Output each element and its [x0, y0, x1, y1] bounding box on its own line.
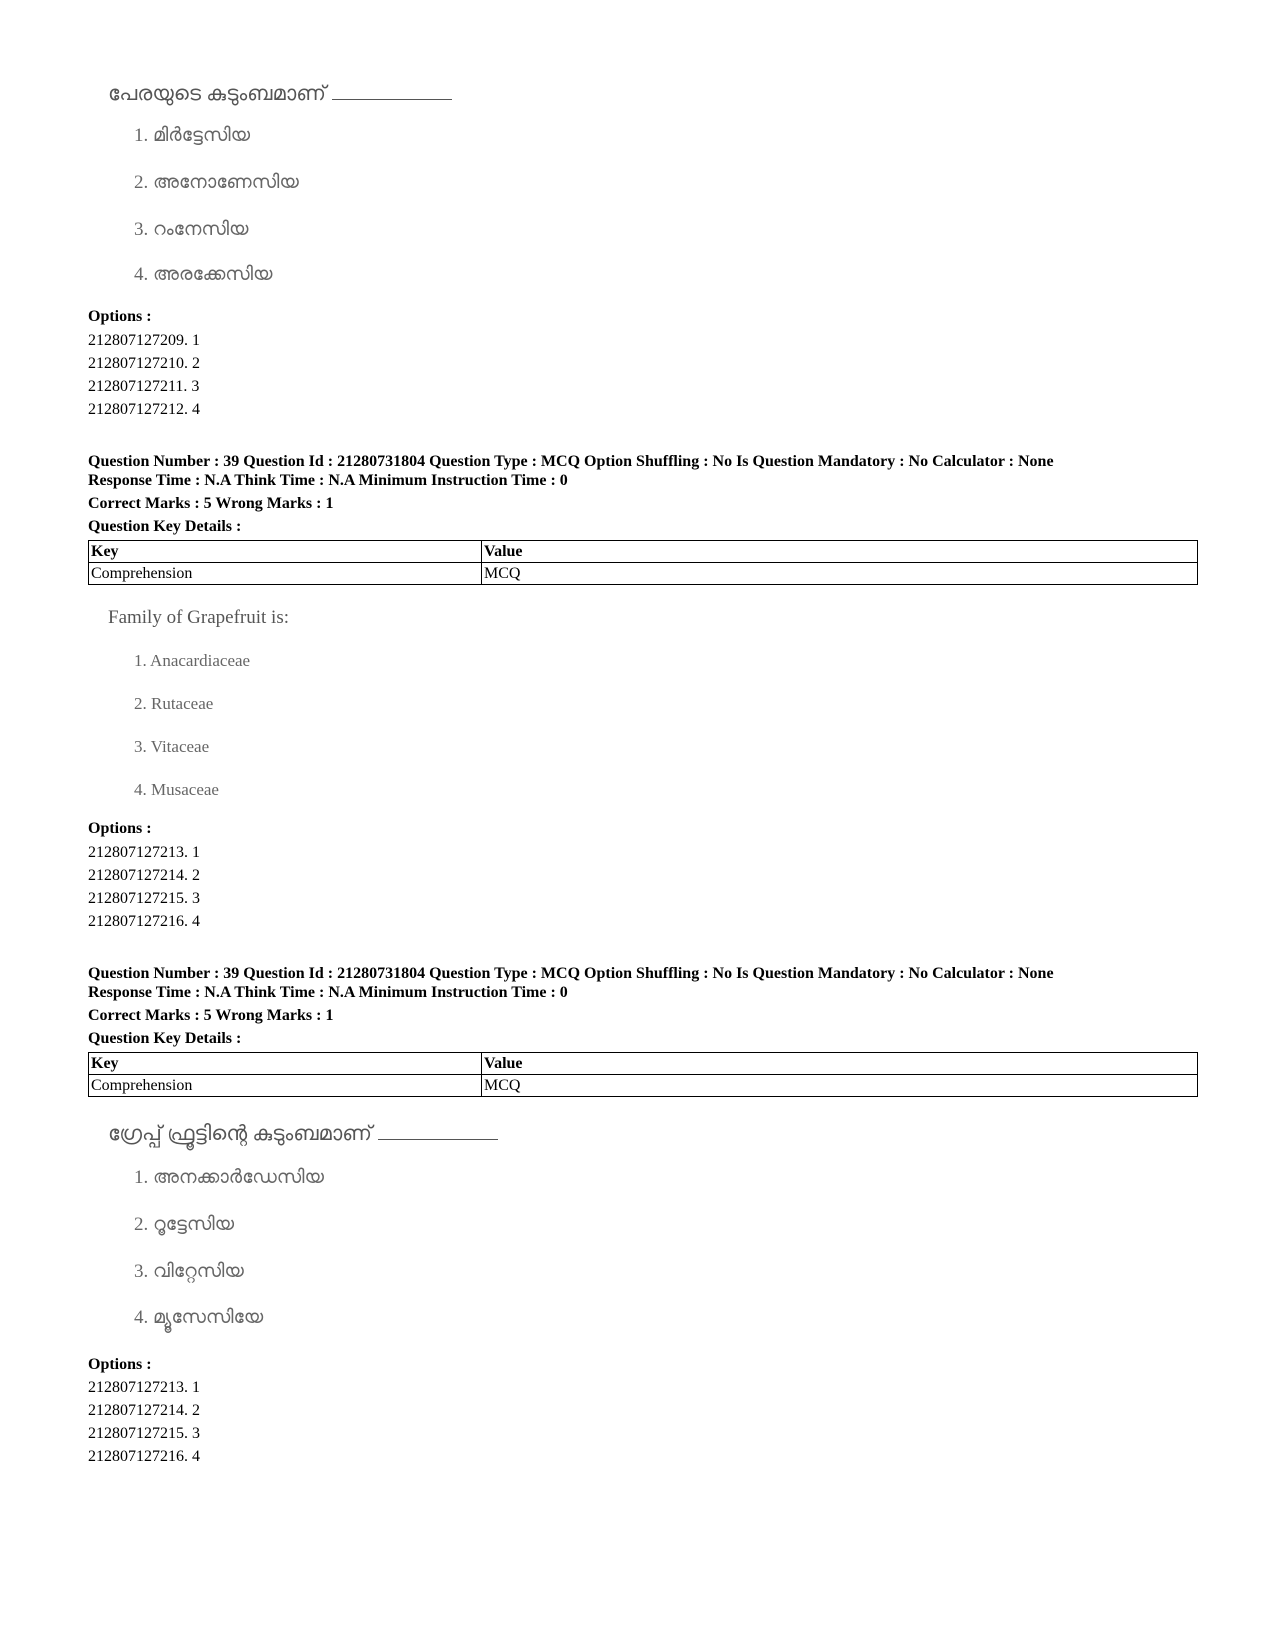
table-header-row — [89, 1053, 1198, 1075]
table-header-key: Key — [89, 541, 482, 563]
option-line: 212807127216. 4 — [88, 1448, 200, 1465]
option-line: 212807127216. 4 — [88, 913, 200, 930]
option-line: 212807127210. 2 — [88, 355, 200, 372]
image-option-4: 4. മ്യൂസേസിയേ — [134, 1307, 264, 1328]
image-option-3: 3. Vitaceae — [134, 737, 210, 756]
table-row — [89, 563, 1198, 585]
option-line: 212807127212. 4 — [88, 401, 200, 418]
table-cell-key: Comprehension — [89, 1075, 482, 1097]
table-header-key: Key — [89, 1053, 482, 1075]
meta-line-1: Question Number : 39 Question Id : 21280731804 Question Type : MCQ Option Shuffling : No Is Question Mandatory : No Calculator : None — [88, 965, 1054, 982]
key-details-label-3: Question Key Details : — [88, 1030, 242, 1047]
image-option-1: 1. മിർട്ടേസിയ — [134, 125, 251, 146]
key-value-table-2 — [88, 540, 1198, 585]
image-option-3: 3. റംനേസിയ — [134, 219, 249, 240]
meta-line-1: Question Number : 39 Question Id : 21280731804 Question Type : MCQ Option Shuffling : No Is Question Mandatory : No Calculator : None — [88, 453, 1054, 470]
marks-line-3: Correct Marks : 5 Wrong Marks : 1 — [88, 1007, 334, 1024]
options-label-2: Options : — [88, 820, 152, 837]
table-header-row — [89, 541, 1198, 563]
key-value-table-3 — [88, 1052, 1198, 1097]
image-option-2: 2. റൂട്ടേസിയ — [134, 1214, 235, 1235]
table-header-value: Value — [482, 541, 1198, 563]
image-option-1: 1. Anacardiaceae — [134, 651, 251, 670]
table-cell-value: MCQ — [482, 563, 1198, 585]
options-label-3: Options : — [88, 1356, 152, 1373]
table-cell-value: MCQ — [482, 1075, 1198, 1097]
image-option-2: 2. അനോണേസിയ — [134, 172, 299, 193]
question-stem-2: Family of Grapefruit is: — [108, 607, 289, 628]
meta-line-2: Response Time : N.A Think Time : N.A Minimum Instruction Time : 0 — [88, 984, 568, 1001]
image-option-4: 4. Musaceae — [134, 780, 219, 799]
question-image-3 — [108, 1120, 498, 1328]
question-image-2 — [108, 605, 289, 799]
image-option-2: 2. Rutaceae — [134, 694, 214, 713]
option-line: 212807127211. 3 — [88, 378, 200, 395]
option-line: 212807127213. 1 — [88, 844, 200, 861]
options-label-1: Options : — [88, 308, 152, 325]
question-image-1 — [108, 80, 452, 285]
key-details-label-2: Question Key Details : — [88, 518, 242, 535]
table-header-value: Value — [482, 1053, 1198, 1075]
option-line: 212807127213. 1 — [88, 1379, 200, 1396]
option-line: 212807127215. 3 — [88, 890, 200, 907]
marks-line-2: Correct Marks : 5 Wrong Marks : 1 — [88, 495, 334, 512]
option-line: 212807127209. 1 — [88, 332, 200, 349]
meta-line-2: Response Time : N.A Think Time : N.A Minimum Instruction Time : 0 — [88, 472, 568, 489]
question-meta-2 — [88, 452, 1198, 490]
question-stem-3: ഗ്രേപ്പ് ഫ്രൂട്ടിന്റെ കുടുംബമാണ് — [108, 1120, 498, 1146]
option-line: 212807127214. 2 — [88, 1402, 200, 1419]
question-stem-1: പേരയുടെ കുടുംബമാണ് — [108, 80, 452, 106]
option-line: 212807127215. 3 — [88, 1425, 200, 1442]
image-option-4: 4. അരക്കേസിയ — [134, 264, 273, 285]
image-option-3: 3. വിറ്റേസിയ — [134, 1261, 244, 1282]
option-line: 212807127214. 2 — [88, 867, 200, 884]
table-cell-key: Comprehension — [89, 563, 482, 585]
table-row — [89, 1075, 1198, 1097]
image-option-1: 1. അനക്കാർഡേസിയ — [134, 1167, 324, 1188]
question-meta-3 — [88, 964, 1198, 1002]
